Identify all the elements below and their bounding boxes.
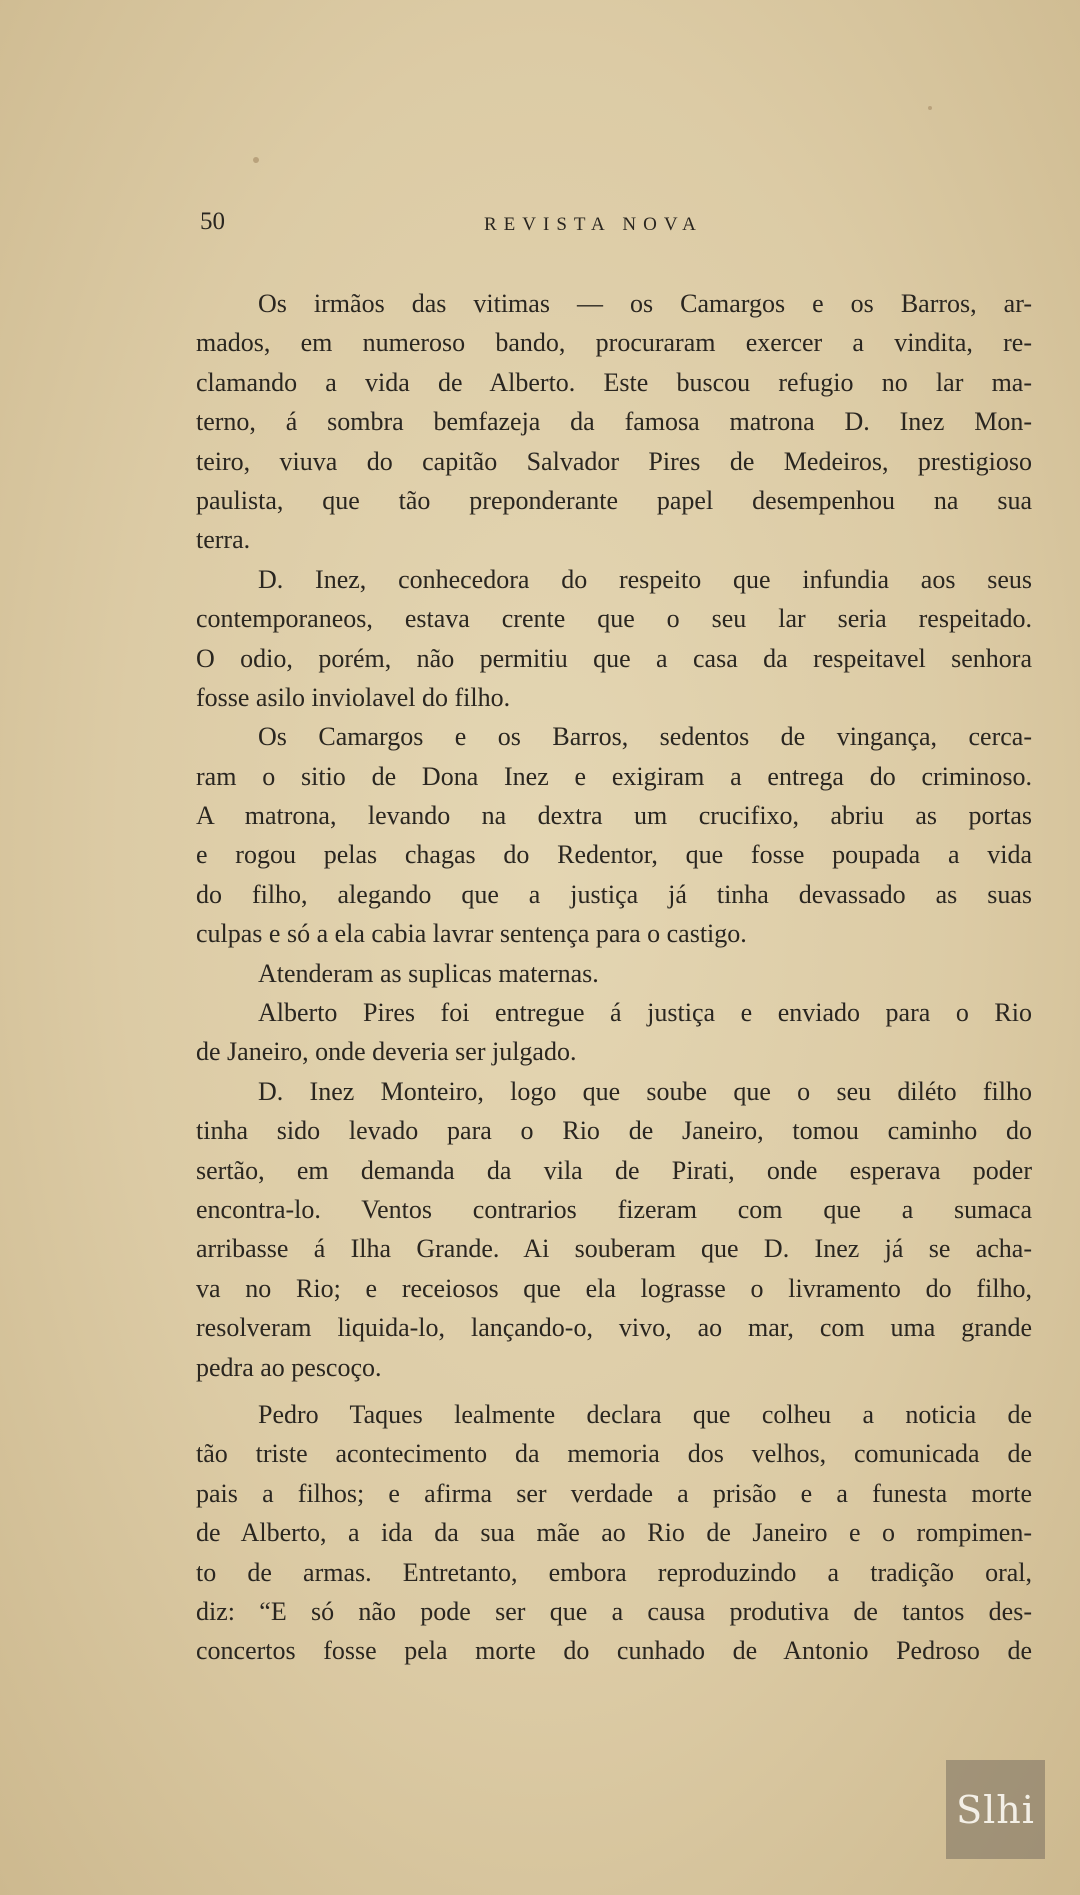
text-line: clamando a vida de Alberto. Este buscou refugio no lar ma- [196, 367, 1032, 397]
text-line: tinha sido levado para o Rio de Janeiro, tomou caminho do [196, 1116, 1032, 1146]
text-line: pais a filhos; e afirma ser verdade a prisão e a funesta morte [196, 1478, 1032, 1508]
text-line: teiro, viuva do capitão Salvador Pires de Medeiros, prestigioso [196, 446, 1032, 476]
text-line: do filho, alegando que a justiça já tinha devassado as suas [196, 879, 1032, 909]
text-line: D. Inez Monteiro, logo que soube que o seu diléto filho [258, 1076, 1032, 1106]
page-number: 50 [200, 208, 225, 235]
article-body [196, 284, 1032, 1671]
text-line: A matrona, levando na dextra um crucifixo, abriu as portas [196, 801, 1032, 831]
text-line: e rogou pelas chagas do Redentor, que fosse poupada a vida [196, 840, 1032, 870]
text-line: O odio, porém, não permitiu que a casa da respeitavel senhora [196, 643, 1032, 673]
text-line: Pedro Taques lealmente declara que colheu a noticia de [258, 1399, 1032, 1429]
journal-title: REVISTA NOVA [484, 214, 703, 235]
text-line: terno, á sombra bemfazeja da famosa matrona D. Inez Mon- [196, 407, 1032, 437]
text-line: Alberto Pires foi entregue á justiça e enviado para o Rio [258, 998, 1032, 1028]
watermark-text: Slhi [956, 1787, 1035, 1832]
text-line: encontra-lo. Ventos contrarios fizeram com que a sumaca [196, 1194, 1032, 1224]
text-line: fosse asilo inviolavel do filho. [196, 682, 511, 712]
text-line: diz: “E só não pode ser que a causa produtiva de tantos des- [196, 1596, 1032, 1626]
paper-speck [253, 157, 259, 163]
text-line: contemporaneos, estava crente que o seu lar seria respeitado. [196, 604, 1032, 634]
watermark-logo [946, 1760, 1045, 1859]
text-line: de Alberto, a ida da sua mãe ao Rio de Janeiro e o rompimen- [196, 1518, 1032, 1548]
text-line: de Janeiro, onde deveria ser julgado. [196, 1037, 577, 1067]
text-line: tão triste acontecimento da memoria dos velhos, comunicada de [196, 1439, 1032, 1469]
text-line: resolveram liquida-lo, lançando-o, vivo, ao mar, com uma grande [196, 1313, 1032, 1343]
text-line: va no Rio; e receiosos que ela lograsse o livramento do filho, [196, 1273, 1032, 1303]
text-line: concertos fosse pela morte do cunhado de Antonio Pedroso de [196, 1636, 1032, 1666]
text-line: ram o sitio de Dona Inez e exigiram a entrega do criminoso. [196, 761, 1032, 791]
page-header [200, 208, 860, 248]
text-line: D. Inez, conhecedora do respeito que infundia aos seus [258, 564, 1032, 594]
text-line: culpas e só a ela cabia lavrar sentença para o castigo. [196, 919, 747, 949]
text-line: mados, em numeroso bando, procuraram exercer a vindita, re- [196, 328, 1032, 358]
text-line: Atenderam as suplicas maternas. [258, 958, 599, 988]
text-line: to de armas. Entretanto, embora reproduzindo a tradição oral, [196, 1557, 1032, 1587]
text-line: arribasse á Ilha Grande. Ai souberam que D. Inez já se acha- [196, 1234, 1032, 1264]
text-line: Os Camargos e os Barros, sedentos de vingança, cerca- [258, 722, 1032, 752]
text-line: Os irmãos das vitimas — os Camargos e os Barros, ar- [258, 289, 1032, 318]
text-line: pedra ao pescoço. [196, 1352, 382, 1382]
paper-speck [928, 106, 932, 110]
text-line: sertão, em demanda da vila de Pirati, onde esperava poder [196, 1155, 1032, 1185]
text-line: paulista, que tão preponderante papel desempenhou na sua [196, 485, 1032, 515]
text-line: terra. [196, 525, 251, 555]
